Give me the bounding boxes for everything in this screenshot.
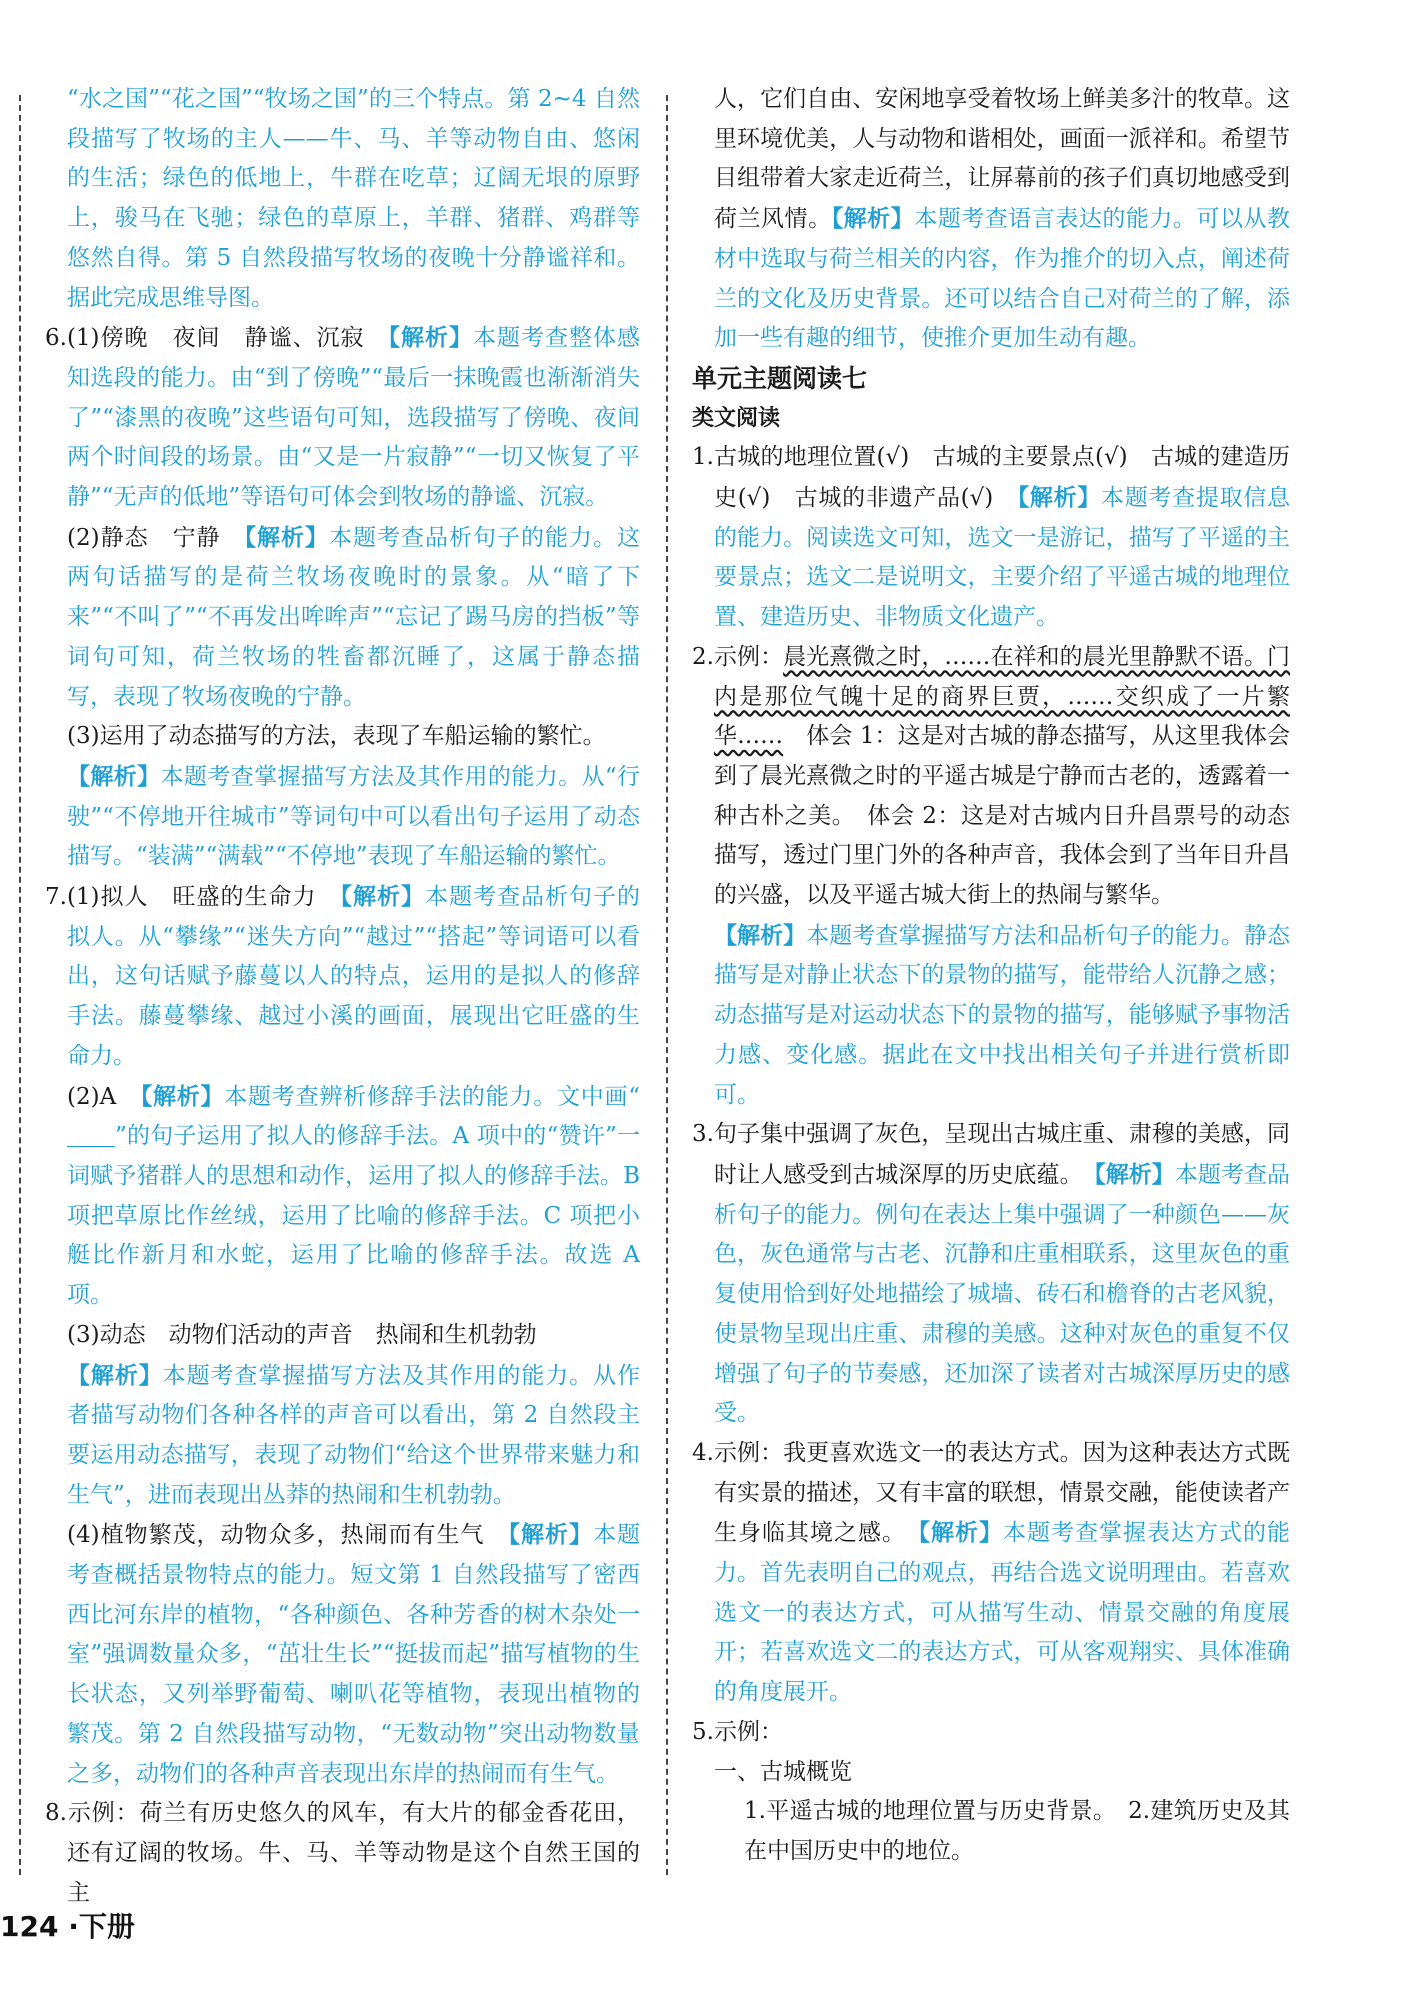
- q7-3-analysis: 本题考查掌握描写方法及其作用的能力。从作者描写动物们各种各样的声音可以看出，第 2 自然段主要运用动态描写，表现了动物们“给这个世界带来魅力和生气”，进而表现出丛莽的热闹和生机勃勃。: [67, 1362, 641, 1508]
- left-column: [45, 80, 640, 1913]
- q6-2-analysis: 本题考查品析句子的能力。这两句话描写的是荷兰牧场夜晚时的景象。从“暗了下来”“不叫了”“不再发出哞哞声”“忘记了踢马房的挡板”等词句可知，荷兰牧场的牲畜都沉睡了，这属于静态描写，表现了牧场夜晚的宁静。: [67, 524, 640, 710]
- right-column: [692, 80, 1290, 1872]
- q6-2-analysis-tag: 【解析】: [244, 523, 330, 551]
- r2-analysis: 本题考查掌握描写方法和品析句子的能力。静态描写是对静止状态下的景物的描写，能带给人沉静之感；动态描写是对运动状态下的景物的描写，能够赋予事物活力感、变化感。据此在文中找出相关句子并进行赏析即可。: [714, 922, 1291, 1108]
- r5-items-text: 1.平遥古城的地理位置与历史背景。 2.建筑历史及其在中国历史中的地位。: [744, 1798, 1290, 1864]
- q7-1-answer: 7.(1)拟人 旺盛的生命力: [45, 884, 341, 911]
- q8-analysis-tag: 【解析】: [831, 205, 915, 233]
- section-title: 单元主题阅读七: [692, 363, 868, 393]
- q8-continued: [692, 80, 1290, 359]
- q7-4-analysis: 本题考查概括景物特点的能力。短文第 1 自然段描写了密西西比河东岸的植物，“各种颜色、各种芳香的树木杂处一室”强调数量众多，“茁壮生长”“挺拔而起”描写植物的生长状态，又列举野葡萄、喇叭花等植物，表现出植物的繁茂。第 2 自然段描写动物，“无数动物”突出动物数量之多，动物们的各种声音表现出东岸的热闹而有生气。: [67, 1522, 640, 1787]
- q5-explanation-continued: “水之国”“花之国”“牧场之国”的三个特点。第 2~4 自然段描写了牧场的主人——牛、马、羊等动物自由、悠闲的生活；绿色的低地上，牛群在吃草；辽阔无垠的原野上，骏马在飞驰；绿色的草原上，羊群、猪群、鸡群等悠然自得。第 5 自然段描写牧场的夜晚十分静谧祥和。据此完成思维导图。: [67, 86, 640, 311]
- r5-heading: [692, 1753, 1290, 1793]
- r-q1: [692, 438, 1290, 638]
- q7-4-analysis-tag: 【解析】: [508, 1521, 593, 1549]
- section-label: 类文阅读: [692, 405, 781, 431]
- r2-answer: 体会 1：这是对古城的静态描写，从这里我体会到了晨光熹微之时的平遥古城是宁静而古老的，透露着一种古朴之美。 体会 2：这是对古城内日升昌票号的动态描写，透过门里门外的各种声音，我体会到了当年日升昌的兴盛，以及平遥古城大街上的热闹与繁华。: [714, 723, 1290, 909]
- r3-answer: 3.句子集中强调了灰色，呈现出古城庄重、肃穆的美感，同时让人感受到古城深厚的历史底蕴。: [692, 1121, 1290, 1188]
- q7-part2: [45, 1077, 640, 1316]
- page-number-footer: 124 ·下册: [0, 1910, 135, 1943]
- q7-2-analysis-b: ”的句子运用了拟人的修辞手法。A 项中的“赞许”一词赋予猪群人的思想和动作，运用了拟人的修辞手法。B 项把草原比作丝绒，运用了比喻的修辞手法。C 项把小艇比作新月和水蛇，运用了比喻的修辞手法。故选 A 项。: [67, 1123, 640, 1309]
- q7-1-analysis-tag: 【解析】: [340, 883, 426, 911]
- q8-answer-continued: 人，它们自由、安闲地享受着牧场上鲜美多汁的牧草。这里环境优美，人与动物和谐相处，画面一派祥和。希望节目组带着大家走近荷兰，让屏幕前的孩子们真切地感受到荷兰风情。: [714, 86, 1290, 233]
- q6-1-analysis-tag: 【解析】: [388, 324, 474, 352]
- q7-2-analysis-tag: 【解析】: [140, 1082, 225, 1110]
- q6-1-analysis: 本题考查整体感知选段的能力。由“到了傍晚”“最后一抹晚霞也渐渐消失了”“漆黑的夜晚”这些语句可知，选段描写了傍晚、夜间两个时间段的场景。由“又是一片寂静”“一切又恢复了平静”“无声的低地”等语句可体会到牧场的静谧、沉寂。: [67, 325, 641, 511]
- q7-2-analysis-a: 本题考查辨析修辞手法的能力。文中画“: [224, 1083, 640, 1110]
- left-dashed-divider: [19, 95, 21, 1875]
- q7-3-analysis-tag: 【解析】: [67, 1361, 163, 1389]
- r3-analysis: 本题考查品析句子的能力。例句在表达上集中强调了一种颜色——灰色，灰色通常与古老、沉静和庄重相联系，这里灰色的重复使用恰到好处地描绘了城墙、砖石和檐脊的古老风貌，使景物呈现出庄重、肃穆的美感。这种对灰色的重复不仅增强了句子的节奏感，还加深了读者对古城深厚历史的感受。: [714, 1161, 1291, 1427]
- r-q4: [692, 1434, 1290, 1713]
- r-q2-analysis: [692, 916, 1290, 1116]
- r-q2: [692, 638, 1290, 916]
- q6-part3: [45, 717, 640, 757]
- r5-items: [692, 1792, 1290, 1871]
- r4-analysis-tag: 【解析】: [918, 1519, 1003, 1547]
- r2-lead: 2.示例：: [692, 643, 784, 670]
- q7-part3-analysis: [45, 1356, 640, 1516]
- r3-analysis-tag: 【解析】: [1094, 1160, 1175, 1188]
- q8-analysis: 本题考查语言表达的能力。可以从教材中选取与荷兰相关的内容，作为推介的切入点，阐述荷兰的文化及历史背景。还可以结合自己对荷兰的了解，添加一些有趣的细节，使推介更加生动有趣。: [714, 206, 1291, 352]
- q8: [45, 1794, 640, 1913]
- q7-4-answer: (4)植物繁茂，动物众多，热闹而有生气: [67, 1522, 509, 1549]
- r5-heading-text: 一、古城概览: [714, 1758, 852, 1785]
- q7-1-analysis: 本题考查品析句子的拟人。从“攀缘”“迷失方向”“越过”“搭起”等词语可以看出，这句话赋予藤蔓以人的特点，运用的是拟人的修辞手法。藤蔓攀缘、越过小溪的画面，展现出它旺盛的生命力。: [67, 884, 641, 1069]
- underline-blank-mark: [67, 1123, 115, 1147]
- q7-2-answer: (2)A: [67, 1083, 141, 1110]
- r4-analysis: 本题考查掌握表达方式的能力。首先表明自己的观点，再结合选文说明理由。若喜欢选文一的表达方式，可从描写生动、情景交融的角度展开；若喜欢选文二的表达方式，可从客观翔实、具体准确的角度展开。: [714, 1520, 1290, 1706]
- r2-wavy-quote: 晨光熹微之时，……在祥和的晨光里静默不语。门内是那位气魄十足的商界巨贾，……交织成了一片繁华……: [714, 643, 1290, 750]
- r1-answer: 1.古城的地理位置(√) 古城的主要景点(√) 古城的建造历史(√) 古城的非遗产品(√): [692, 444, 1290, 512]
- q7-3-answer: (3)动态 动物们活动的声音 热闹和生机勃勃: [67, 1321, 537, 1348]
- q6-part3-analysis: [45, 757, 640, 877]
- r-q3: [692, 1115, 1290, 1434]
- q6-2-answer: (2)静态 宁静: [67, 524, 245, 551]
- q7-part4: [45, 1515, 640, 1794]
- r2-analysis-tag: 【解析】: [714, 921, 807, 949]
- r1-analysis-tag: 【解析】: [1017, 484, 1102, 512]
- q6-3-analysis-tag: 【解析】: [67, 762, 161, 790]
- q6-part2: [45, 518, 640, 718]
- q6-3-analysis: 本题考查掌握描写方法及其作用的能力。从“行驶”“不停地开往城市”等词句中可以看出句子运用了动态描写。“装满”“满载”“不停地”表现了车船运输的繁忙。: [67, 763, 641, 870]
- q6-3-answer: (3)运用了动态描写的方法，表现了车船运输的繁忙。: [67, 723, 606, 750]
- r1-analysis: 本题考查提取信息的能力。阅读选文可知，选文一是游记，描写了平遥的主要景点；选文二是说明文，主要介绍了平遥古城的地理位置、建造历史、非物质文化遗产。: [714, 485, 1291, 631]
- r-q5: [692, 1713, 1290, 1753]
- q6-part1: [45, 318, 640, 518]
- r5-lead: 5.示例：: [692, 1718, 783, 1745]
- q7-part1: [45, 877, 640, 1077]
- r4-answer: 4.示例：我更喜欢选文一的表达方式。因为这种表达方式既有实景的描述，又有丰富的联想，情景交融，能使读者产生身临其境之感。: [692, 1439, 1290, 1547]
- middle-dashed-divider: [666, 95, 668, 1875]
- q7-part3: [45, 1316, 640, 1356]
- q8-answer: 8.示例：荷兰有历史悠久的风车，有大片的郁金香花田，还有辽阔的牧场。牛、马、羊等动物是这个自然王国的主: [45, 1800, 640, 1906]
- q6-1-answer: 6.(1)傍晚 夜间 静谧、沉寂: [45, 325, 389, 352]
